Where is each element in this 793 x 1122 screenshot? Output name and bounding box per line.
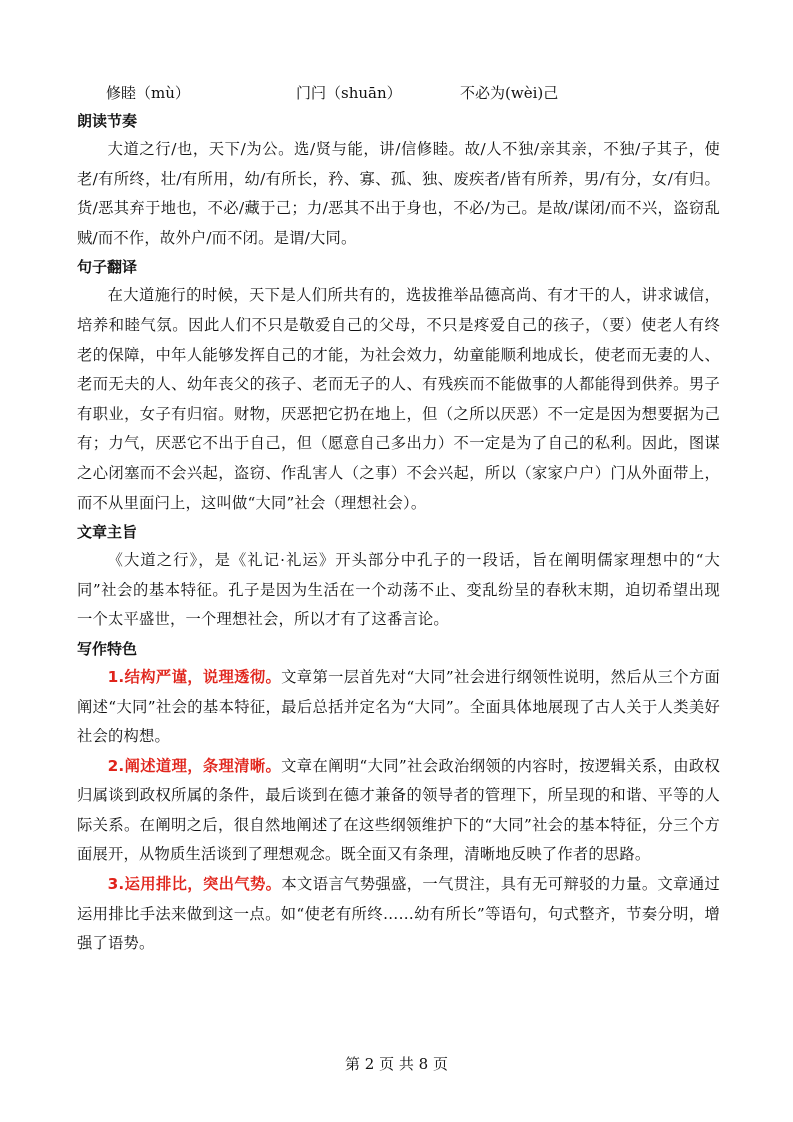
feature-paragraph — [77, 752, 720, 870]
feature-paragraph — [77, 663, 720, 752]
feature-title: 1.结构严谨，说理透彻。 — [107, 667, 282, 686]
feature-text: 本文语言气势强盛，一气贯注，具有无可辩驳的力量。文章通过运用排比手法来做到这一点。如“使老有所终……幼有所长”等语句，句式整齐，节奏分明，增强了语势。 — [77, 875, 721, 953]
section-heading: 写作特色 — [77, 639, 138, 658]
feature-paragraph — [77, 870, 720, 959]
section-translation — [77, 253, 720, 518]
feature-text: 文章在阐明“大同”社会政治纲领的内容时，按逻辑关系，由政权归属谈到政权所属的条件，最后谈到在德才兼备的领导者的管理下，所呈现的和谐、平等的人际关系。在阐明之后，很自然地阐述了在这些纲领维护下的“大同”社会的基本特征，分三个方面展开，从物质生活谈到了理想观念。既全面又有条理，清晰地反映了作者的思路。 — [77, 756, 721, 864]
section-heading: 朗读节奏 — [77, 112, 138, 130]
feature-text: 文章第一层首先对“大同”社会进行纲领性说明，然后从三个方面阐述“大同”社会的基本特征，最后总括并定名为“大同”。全面具体地展现了古人关于人类美好社会的构想。 — [77, 667, 721, 746]
section-paragraph: 在大道施行的时候，天下是人们所共有的，选拔推举品德高尚、有才干的人，讲求诚信，培养和睦气氛。因此人们不只是敬爱自己的父母，不只是疼爱自己的孩子，（要）使老人有终老的保障，中年人能够发挥自己的才能，为社会效力，幼童能顺利地成长，使老而无妻的人、老而无夫的人、幼年丧父的孩子、老而无子的人、有残疾而不能做事的人都能得到供养。男子有职业，女子有归宿。财物，厌恶把它扔在地上，但（之所以厌恶）不一定是因为想要据为己有；力气，厌恶它不出于自己，但（愿意自己多出力）不一定是为了自己的私利。因此，图谋之心闭塞而不会兴起，盗窃、作乱害人（之事）不会兴起，所以（家家户户）门从外面带上，而不从里面闩上，这叫做“大同”社会（理想社会）。 — [77, 286, 720, 512]
section-theme — [77, 518, 720, 635]
section-heading: 文章主旨 — [77, 523, 138, 542]
document-body — [77, 107, 720, 959]
section-paragraph: 《大道之行》，是《礼记·礼运》开头部分中孔子的一段话，旨在阐明儒家理想中的“大同”社会的基本特征。孔子是因为生活在一个动荡不止、变乱纷呈的春秋末期，迫切希望出现一个太平盛世，一个理想社会，所以才有了这番言论。 — [77, 551, 720, 629]
pinyin-item: 修睦（mù） — [106, 84, 190, 102]
section-features — [77, 635, 720, 959]
pinyin-item: 不必为(wèi)己 — [460, 84, 559, 102]
feature-title: 2.阐述道理，条理清晰。 — [107, 756, 282, 775]
section-heading: 句子翻译 — [77, 258, 138, 277]
section-paragraph: 大道之行/也，天下/为公。选/贤与能，讲/信修睦。故/人不独/亲其亲，不独/子其子，使老/有所终，壮/有所用，幼/有所长，矜、寡、孤、独、废疾者/皆有所养，男/有分，女/有归。货/恶其弃于地也，不必/藏于己；力/恶其不出于身也，不必/为己。是故/谋闭/而不兴，盗窃乱贼/而不作，故外户/而不闭。是谓/大同。 — [77, 140, 720, 247]
section-reading — [77, 107, 720, 253]
pinyin-row — [0, 81, 793, 105]
pinyin-item: 门闩（shuān） — [296, 84, 402, 102]
feature-title: 3.运用排比，突出气势。 — [107, 875, 282, 894]
page-number: 第 2 页 共 8 页 — [345, 1055, 448, 1073]
